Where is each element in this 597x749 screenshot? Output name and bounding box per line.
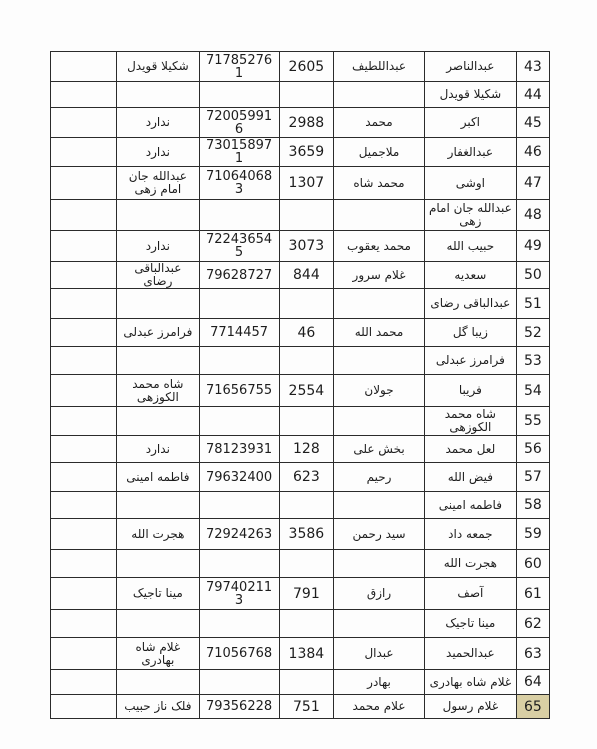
relative-cell: فاطمه امینی [117,463,199,492]
row-number-cell: 48 [516,200,549,231]
row-number-cell: 58 [516,492,549,519]
id-cell: 3586 [279,519,333,550]
father-name-cell [334,492,425,519]
relative-cell [117,407,199,436]
phone-cell [199,610,279,638]
father-name-cell [334,610,425,638]
name-cell: عبدالله جان امام زهی [424,200,516,231]
phone-cell: 79632400 [199,463,279,492]
phone-cell [199,492,279,519]
table-row [51,436,550,463]
father-name-cell: بهادر [334,670,425,695]
id-cell [279,550,333,578]
table-row [51,610,550,638]
table-row [51,347,550,375]
row-number-cell: 55 [516,407,549,436]
id-cell [279,82,333,108]
id-cell: 1384 [279,638,333,670]
empty-cell [51,262,117,289]
phone-cell: 79356228 [199,695,279,719]
name-cell: مینا تاجیک [424,610,516,638]
table-row [51,638,550,670]
row-number-cell: 49 [516,231,549,262]
relative-cell: ندارد [117,436,199,463]
row-number-cell: 64 [516,670,549,695]
relative-cell: هجرت الله [117,519,199,550]
empty-cell [51,319,117,347]
name-cell: لعل محمد [424,436,516,463]
father-name-cell [334,82,425,108]
id-cell [279,200,333,231]
table-row [51,375,550,407]
phone-cell [199,200,279,231]
table-row [51,550,550,578]
empty-cell [51,82,117,108]
id-cell: 128 [279,436,333,463]
id-cell: 2605 [279,52,333,82]
father-name-cell: رحیم [334,463,425,492]
id-cell: 46 [279,319,333,347]
table-row [51,319,550,347]
table-row [51,695,550,719]
relative-cell: ندارد [117,231,199,262]
father-name-cell: محمد [334,108,425,138]
empty-cell [51,695,117,719]
id-cell: 2988 [279,108,333,138]
relative-cell [117,289,199,319]
empty-cell [51,610,117,638]
table-row [51,519,550,550]
name-cell: حبیب الله [424,231,516,262]
name-cell: عبدالحمید [424,638,516,670]
relative-cell [117,347,199,375]
relative-cell [117,670,199,695]
table-row [51,138,550,167]
id-cell: 1307 [279,167,333,200]
row-number-cell: 44 [516,82,549,108]
row-number-cell: 65 [516,695,549,719]
relative-cell [117,200,199,231]
father-name-cell: ملاجمیل [334,138,425,167]
father-name-cell: محمد یعقوب [334,231,425,262]
father-name-cell: علام محمد [334,695,425,719]
phone-cell: 71785276 1 [199,52,279,82]
empty-cell [51,492,117,519]
row-number-cell: 47 [516,167,549,200]
phone-cell: 79628727 [199,262,279,289]
name-cell: آصف [424,578,516,610]
name-cell: جمعه داد [424,519,516,550]
phone-cell: 78123931 [199,436,279,463]
father-name-cell: عبداللطیف [334,52,425,82]
records-table [50,51,550,719]
empty-cell [51,200,117,231]
father-name-cell: محمد الله [334,319,425,347]
id-cell: 2554 [279,375,333,407]
name-cell: فاطمه امینی [424,492,516,519]
row-number-cell: 56 [516,436,549,463]
relative-cell [117,82,199,108]
phone-cell [199,407,279,436]
relative-cell: شکیلا قویدل [117,52,199,82]
table-row [51,670,550,695]
id-cell: 751 [279,695,333,719]
name-cell: فرامرز عبدلی [424,347,516,375]
phone-cell [199,289,279,319]
table-row [51,108,550,138]
relative-cell: عبدالله جان امام زهی [117,167,199,200]
phone-cell [199,670,279,695]
row-number-cell: 60 [516,550,549,578]
name-cell: فیض الله [424,463,516,492]
father-name-cell: غلام سرور [334,262,425,289]
father-name-cell: بخش علی [334,436,425,463]
id-cell: 791 [279,578,333,610]
records-table-body [51,52,550,719]
row-number-cell: 52 [516,319,549,347]
relative-cell: فلک ناز حبیب [117,695,199,719]
empty-cell [51,375,117,407]
name-cell: شاه محمد الکوزهی [424,407,516,436]
id-cell: 623 [279,463,333,492]
name-cell: غلام رسول [424,695,516,719]
row-number-cell: 59 [516,519,549,550]
id-cell [279,407,333,436]
empty-cell [51,52,117,82]
name-cell: غلام شاه بهادری [424,670,516,695]
name-cell: عبدالغفار [424,138,516,167]
table-row [51,52,550,82]
father-name-cell: سید رحمن [334,519,425,550]
phone-cell: 72924263 [199,519,279,550]
name-cell: شکیلا قویدل [424,82,516,108]
name-cell: عبدالباقی رضای [424,289,516,319]
relative-cell [117,550,199,578]
phone-cell [199,347,279,375]
table-row [51,578,550,610]
table-row [51,492,550,519]
name-cell: اوشی [424,167,516,200]
empty-cell [51,138,117,167]
empty-cell [51,670,117,695]
father-name-cell: عبدال [334,638,425,670]
phone-cell [199,550,279,578]
row-number-cell: 57 [516,463,549,492]
relative-cell: شاه محمد الکوزهی [117,375,199,407]
father-name-cell [334,200,425,231]
table-row [51,289,550,319]
empty-cell [51,289,117,319]
name-cell: فریبا [424,375,516,407]
empty-cell [51,550,117,578]
phone-cell: 72243654 5 [199,231,279,262]
phone-cell: 71064068 3 [199,167,279,200]
phone-cell: 79740211 3 [199,578,279,610]
name-cell: اکبر [424,108,516,138]
row-number-cell: 50 [516,262,549,289]
phone-cell: 71656755 [199,375,279,407]
empty-cell [51,436,117,463]
empty-cell [51,519,117,550]
table-row [51,262,550,289]
table-row [51,200,550,231]
empty-cell [51,638,117,670]
father-name-cell [334,289,425,319]
father-name-cell [334,407,425,436]
table-row [51,82,550,108]
empty-cell [51,231,117,262]
relative-cell: غلام شاه بهادری [117,638,199,670]
row-number-cell: 45 [516,108,549,138]
relative-cell: مینا تاجیک [117,578,199,610]
empty-cell [51,347,117,375]
relative-cell: ندارد [117,138,199,167]
relative-cell: فرامرز عبدلی [117,319,199,347]
father-name-cell [334,347,425,375]
empty-cell [51,108,117,138]
id-cell [279,610,333,638]
name-cell: زیبا گل [424,319,516,347]
relative-cell: عبدالباقی رضای [117,262,199,289]
name-cell: سعدیه [424,262,516,289]
table-row [51,463,550,492]
relative-cell [117,610,199,638]
father-name-cell [334,550,425,578]
id-cell [279,347,333,375]
row-number-cell: 62 [516,610,549,638]
empty-cell [51,578,117,610]
row-number-cell: 63 [516,638,549,670]
father-name-cell: محمد شاه [334,167,425,200]
empty-cell [51,167,117,200]
phone-cell: 72005991 6 [199,108,279,138]
table-row [51,231,550,262]
phone-cell [199,82,279,108]
table-row [51,167,550,200]
id-cell [279,670,333,695]
id-cell [279,289,333,319]
row-number-cell: 46 [516,138,549,167]
id-cell: 844 [279,262,333,289]
table-row [51,407,550,436]
row-number-cell: 54 [516,375,549,407]
row-number-cell: 61 [516,578,549,610]
phone-cell: 71056768 [199,638,279,670]
phone-cell: 7714457 [199,319,279,347]
father-name-cell: رازق [334,578,425,610]
relative-cell: ندارد [117,108,199,138]
empty-cell [51,463,117,492]
relative-cell [117,492,199,519]
name-cell: عبدالناصر [424,52,516,82]
empty-cell [51,407,117,436]
name-cell: هجرت الله [424,550,516,578]
id-cell: 3073 [279,231,333,262]
row-number-cell: 51 [516,289,549,319]
id-cell: 3659 [279,138,333,167]
row-number-cell: 43 [516,52,549,82]
phone-cell: 73015897 1 [199,138,279,167]
id-cell [279,492,333,519]
row-number-cell: 53 [516,347,549,375]
father-name-cell: جولان [334,375,425,407]
